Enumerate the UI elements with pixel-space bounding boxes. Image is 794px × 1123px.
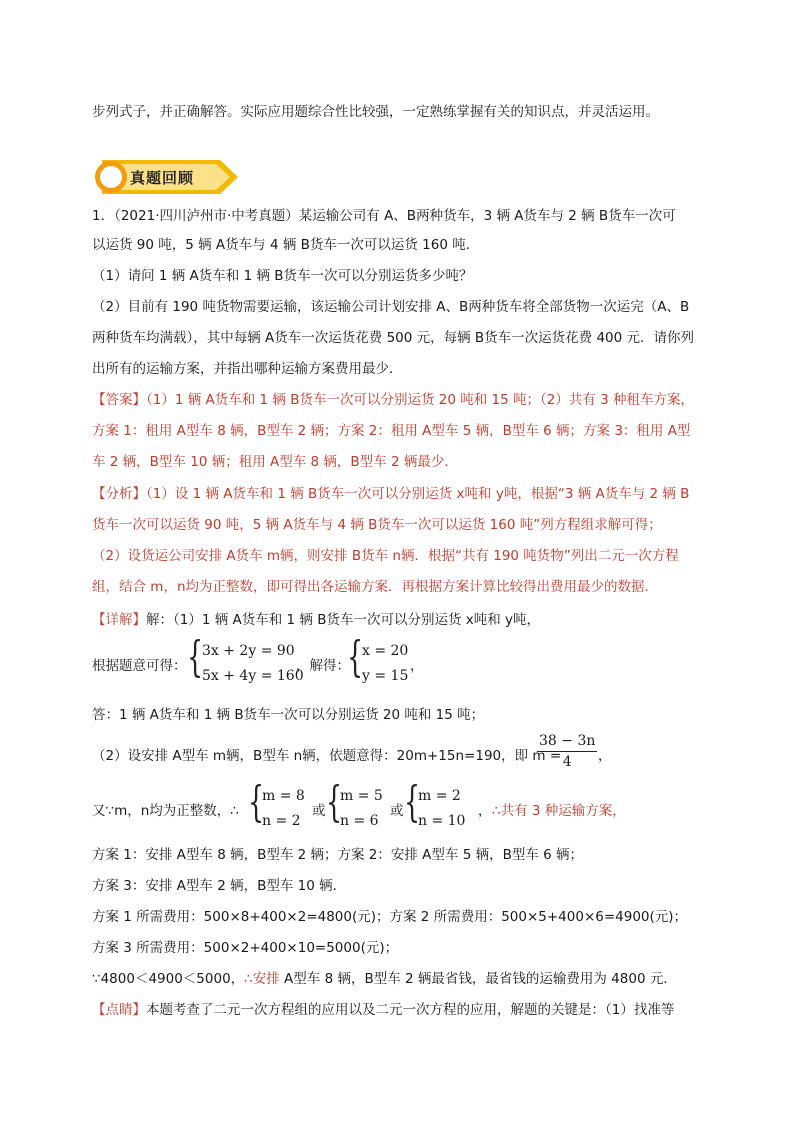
opt3-eq1: m = 2 xyxy=(418,788,461,804)
answer-line-2: 方案 1：租用 A型车 8 辆，B型车 2 辆；方案 2：租用 A型车 5 辆，B型车 6 辆；方案 3：租用 A型 xyxy=(92,423,691,439)
fraction-bar xyxy=(537,751,597,752)
options-sep: ， xyxy=(478,803,492,819)
analysis-line-4: 组，结合 m，n均为正整数，即可得出各运输方案．再根据方案计算比较得出费用最少的数据． xyxy=(92,579,658,595)
opt2-eq1: m = 5 xyxy=(340,788,383,804)
part2-suffix: ， xyxy=(598,748,612,764)
equation-system-row xyxy=(92,632,692,691)
cost-12: 方案 1 所需费用：500×8+400×2=4800(元)；方案 2 所需费用：500×5+400×6=4900(元)； xyxy=(92,909,688,925)
system-suffix: ， xyxy=(410,658,424,674)
opt1-eq1: m = 8 xyxy=(262,788,305,804)
because-text: 又∵m，n均为正整数，∴ xyxy=(92,803,239,819)
detail-answer-1: 答：1 辆 A货车和 1 辆 B货车一次可以分别运货 20 吨和 15 吨； xyxy=(92,707,485,723)
detail-line-1 xyxy=(92,610,540,630)
three-plans: ∴共有 3 种运输方案， xyxy=(492,803,626,819)
problem-q2-line-3: 出所有的运输方案，并指出哪种运输方案费用最少． xyxy=(92,361,403,377)
answer-line-1 xyxy=(92,390,694,410)
conclusion-prefix: ∵4800＜4900＜5000， xyxy=(92,971,245,987)
badge-title: 真题回顾 xyxy=(130,169,195,187)
part2-row xyxy=(92,733,712,781)
plan-3: 方案 3：安排 A型车 2 辆，B型车 10 辆． xyxy=(92,878,347,894)
cost-3: 方案 3 所需费用：500×2+400×10=5000(元)； xyxy=(92,940,399,956)
problem-line-1: 1．（2021·四川泸州市·中考真题）某运输公司有 A、B两种货车，3 辆 A货车与 2 辆 B货车一次可 xyxy=(92,208,676,224)
brace-opt-3: { xyxy=(404,777,421,826)
brace-opt-2: { xyxy=(326,777,343,826)
section-badge xyxy=(92,158,242,196)
system1-eq1: 3x + 2y = 90 xyxy=(202,643,295,659)
fraction-numerator: 38 − 3n xyxy=(539,733,596,749)
comment-label: 【点睛】 xyxy=(92,1002,146,1018)
system1-eq2: 5x + 4y = 160 xyxy=(202,668,304,684)
answer-line-3: 车 2 辆，B型车 10 辆；租用 A型车 8 辆，B型车 2 辆最少． xyxy=(92,454,458,470)
fraction-denominator: 4 xyxy=(562,754,572,770)
detail-text-1: 解：（1）1 辆 A货车和 1 辆 B货车一次可以分别运货 x吨和 y吨， xyxy=(146,612,541,628)
answer-label: 【答案】 xyxy=(92,392,146,408)
brace-1: { xyxy=(187,632,204,681)
plan-12: 方案 1：安排 A型车 8 辆，B型车 2 辆；方案 2：安排 A型车 5 辆，B型车 6 辆； xyxy=(92,847,584,863)
problem-q2-line-2: 两种货车均满载），其中每辆 A货车一次运货花费 500 元，每辆 B货车一次运货花费 400 元．请你列 xyxy=(92,330,695,346)
analysis-label: 【分析】 xyxy=(92,486,146,502)
options-row xyxy=(92,777,712,836)
system2-eq2: y = 15 xyxy=(362,668,409,684)
problem-line-2: 以运货 90 吨，5 辆 A货车与 4 辆 B货车一次可以运货 160 吨． xyxy=(92,237,480,253)
conclusion-rest: A型车 8 辆，B型车 2 辆最省钱，最省钱的运输费用为 4800 元． xyxy=(279,971,677,987)
conclusion-red: ∴安排 xyxy=(244,971,280,987)
brace-2: { xyxy=(347,632,364,681)
analysis-line-3: （2）设货运公司安排 A货车 m辆，则安排 B货车 n辆．根据“共有 190 吨货物”列出二元一次方程 xyxy=(92,548,679,564)
brace-opt-1: { xyxy=(248,777,265,826)
system2-eq1: x = 20 xyxy=(362,643,409,659)
analysis-line-2: 货车一次可以运货 90 吨，5 辆 A货车与 4 辆 B货车一次可以运货 160 吨”列方程组求解可得； xyxy=(92,517,662,533)
comment-line-1 xyxy=(92,1000,674,1020)
system-prefix: 根据题意可得： xyxy=(92,658,187,674)
or-2: 或 xyxy=(390,803,404,819)
comment-text-1: 本题考查了二元一次方程组的应用以及二元一次方程的应用，解题的关键是：（1）找准等 xyxy=(146,1002,675,1018)
fraction-m xyxy=(537,733,597,770)
problem-q2-line-1: （2）目前有 190 吨货物需要运输，该运输公司计划安排 A、B两种货车将全部货物一次运完（A、B xyxy=(92,299,690,315)
or-1: 或 xyxy=(312,803,326,819)
analysis-line-1 xyxy=(92,484,689,504)
problem-q1: （1）请问 1 辆 A货车和 1 辆 B货车一次可以分别运货多少吨？ xyxy=(92,268,473,284)
detail-label: 【详解】 xyxy=(92,612,146,628)
conclusion xyxy=(92,969,677,989)
opt3-eq2: n = 10 xyxy=(418,813,466,829)
part2-prefix: （2）设安排 A型车 m辆，B型车 n辆，依题意得：20m+15n=190，即 m = xyxy=(92,748,562,764)
system-mid: ，解得： xyxy=(296,658,350,674)
answer-text-1: （1）1 辆 A货车和 1 辆 B货车一次可以分别运货 20 吨和 15 吨；（2）共有 3 种租车方案， xyxy=(146,392,695,408)
opt2-eq2: n = 6 xyxy=(340,813,379,829)
opt1-eq2: n = 2 xyxy=(262,813,301,829)
intro-line: 步列式子，并正确解答。实际应用题综合性比较强，一定熟练掌握有关的知识点，并灵活运用。 xyxy=(92,104,659,120)
analysis-text-1: （1）设 1 辆 A货车和 1 辆 B货车一次可以分别运货 x吨和 y吨，根据“3 辆 A货车与 2 辆 B xyxy=(146,486,690,502)
